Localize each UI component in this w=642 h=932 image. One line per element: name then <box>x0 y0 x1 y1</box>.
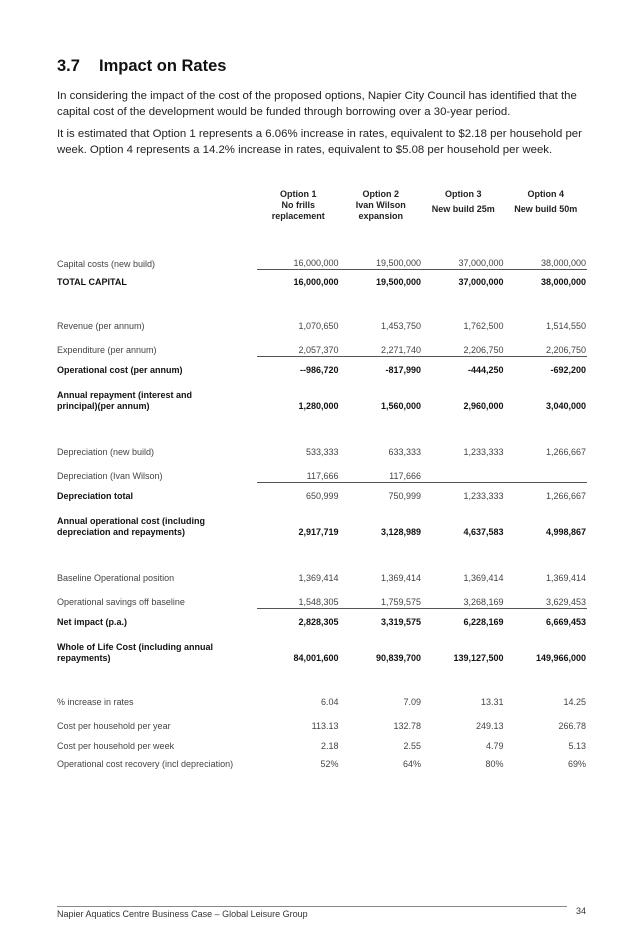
cell-option-1: 650,999 <box>305 491 339 501</box>
spacer <box>57 376 587 390</box>
table-row <box>57 482 587 502</box>
table-row <box>57 642 587 664</box>
cell-option-2: 19,500,000 <box>340 251 423 270</box>
estimate-paragraph: It is estimated that Option 1 represents a 6.06% increase in rates, equivalent to $2.18 per household per week. Option 4 represents a 14.2% increase in rates, equivalent to $5.08 per household per week. <box>57 128 582 156</box>
table-row <box>57 516 587 538</box>
row-label: Depreciation total <box>57 491 134 501</box>
cell-option-4: 38,000,000 <box>505 251 588 270</box>
cell-option-2: 1,369,414 <box>380 573 421 583</box>
table-row <box>57 390 587 412</box>
cell-option-4: 3,629,453 <box>505 584 588 608</box>
row-label: Annual repayment (interest and principal)(per annum) <box>57 390 193 411</box>
row-label: % increase in rates <box>57 697 134 707</box>
column-subtitle: No frills replacement <box>271 200 325 221</box>
cell-option-1: 52% <box>320 759 339 769</box>
rates-impact-table <box>57 189 587 770</box>
cell-option-4: -692,200 <box>550 365 586 375</box>
cell-option-4: 6,669,453 <box>545 617 586 627</box>
cell-option-4: 14.25 <box>563 697 586 707</box>
spacer <box>57 664 587 690</box>
cell-option-4: 5.13 <box>568 741 586 751</box>
row-label: Cost per household per week <box>57 741 175 751</box>
cell-option-4 <box>505 458 588 482</box>
cell-option-3: 1,369,414 <box>463 573 504 583</box>
cell-option-3: 1,762,500 <box>463 321 504 331</box>
cell-option-2: 19,500,000 <box>375 277 421 287</box>
table-row <box>57 566 587 584</box>
table-row <box>57 251 587 270</box>
cell-option-3 <box>422 458 505 482</box>
cell-option-4: 69% <box>567 759 586 769</box>
cell-option-3: 3,268,169 <box>422 584 505 608</box>
cell-option-1: 2,828,305 <box>298 617 339 627</box>
cell-option-3: 37,000,000 <box>458 277 504 287</box>
cell-option-2: 117,666 <box>340 458 423 482</box>
cell-option-1: 16,000,000 <box>293 277 339 287</box>
spacer <box>57 538 587 566</box>
column-title: Option 3 <box>445 189 482 199</box>
cell-option-4: 2,206,750 <box>505 332 588 356</box>
cell-option-1: 1,369,414 <box>298 573 339 583</box>
column-subtitle: Ivan Wilson expansion <box>355 200 406 221</box>
column-title: Option 2 <box>362 189 399 199</box>
section-heading <box>57 57 226 76</box>
cell-option-2: 7.09 <box>403 697 421 707</box>
row-label: TOTAL CAPITAL <box>57 277 127 287</box>
cell-option-1: 84,001,600 <box>293 653 339 663</box>
cell-option-2: 1,560,000 <box>380 401 421 411</box>
cell-option-3: 139,127,500 <box>453 653 504 663</box>
cell-option-4: 38,000,000 <box>540 277 586 287</box>
cell-option-1: 1,548,305 <box>257 584 340 608</box>
cell-option-3: -444,250 <box>467 365 504 375</box>
cell-option-4: 1,266,667 <box>545 447 586 457</box>
table-row <box>57 708 587 732</box>
cell-option-3: 4,637,583 <box>463 527 504 537</box>
spacer <box>57 628 587 642</box>
cell-option-1: 6.04 <box>320 697 339 707</box>
cell-option-2: 90,839,700 <box>375 653 421 663</box>
cell-option-3: 2,960,000 <box>463 401 504 411</box>
cell-option-2: 3,128,989 <box>380 527 421 537</box>
rates-impact-table-wrapper <box>57 189 587 770</box>
cell-option-2: 1,453,750 <box>380 321 421 331</box>
table-row <box>57 608 587 628</box>
row-label: Expenditure (per annum) <box>57 345 157 355</box>
row-label: Cost per household per year <box>57 721 171 731</box>
row-label: Depreciation (Ivan Wilson) <box>57 471 163 481</box>
cell-option-1: 2.18 <box>320 741 339 751</box>
page-number: 34 <box>576 906 587 916</box>
cell-option-3: 1,233,333 <box>463 447 504 457</box>
row-label: Operational savings off baseline <box>57 597 185 607</box>
cell-option-1: 2,917,719 <box>298 527 339 537</box>
cell-option-3: 80% <box>485 759 504 769</box>
column-header-option-2 <box>340 189 423 235</box>
cell-option-4: 1,266,667 <box>545 491 586 501</box>
cell-option-2: 1,759,575 <box>340 584 423 608</box>
cell-option-4: 3,040,000 <box>545 401 586 411</box>
row-label: Operational cost recovery (incl depreciation) <box>57 759 234 769</box>
table-row <box>57 458 587 482</box>
row-label: Operational cost (per annum) <box>57 365 183 375</box>
cell-option-2: 633,333 <box>388 447 421 457</box>
cell-option-3: 6,228,169 <box>463 617 504 627</box>
cell-option-2: 64% <box>402 759 421 769</box>
cell-option-2: -817,990 <box>385 365 421 375</box>
cell-option-3: 2,206,750 <box>422 332 505 356</box>
table-row <box>57 732 587 752</box>
cell-option-1: 117,666 <box>257 458 340 482</box>
cell-option-4: 149,966,000 <box>535 653 586 663</box>
row-label: Revenue (per annum) <box>57 321 145 331</box>
cell-option-1: 533,333 <box>305 447 339 457</box>
cell-option-1: 113.13 <box>311 721 339 731</box>
cell-option-1: 1,070,650 <box>298 321 339 331</box>
spacer <box>57 502 587 516</box>
cell-option-2: 750,999 <box>388 491 421 501</box>
row-label: Baseline Operational position <box>57 573 175 583</box>
cell-option-3: 1,233,333 <box>463 491 504 501</box>
cell-option-3: 249.13 <box>475 721 504 731</box>
row-label: Whole of Life Cost (including annual repayments) <box>57 642 213 663</box>
row-label: Net impact (p.a.) <box>57 617 128 627</box>
table-row <box>57 356 587 376</box>
table-row <box>57 332 587 356</box>
footer-divider <box>57 906 567 907</box>
intro-paragraph: In considering the impact of the cost of the proposed options, Napier City Council has identified that the capital cost of the development would be funded through borrowing over a 30-year period. <box>57 90 577 118</box>
table-row <box>57 440 587 458</box>
section-number: 3.7 <box>57 57 80 75</box>
cell-option-2: 2.55 <box>403 741 421 751</box>
column-header-option-3 <box>422 189 505 235</box>
column-subtitle: New build 25m <box>431 204 495 214</box>
table-row <box>57 270 587 289</box>
column-title: Option 4 <box>527 189 564 199</box>
spacer <box>57 235 587 251</box>
column-subtitle: New build 50m <box>514 204 578 214</box>
cell-option-1: 16,000,000 <box>257 251 340 270</box>
column-header-option-1 <box>257 189 340 235</box>
cell-option-2: 2,271,740 <box>340 332 423 356</box>
cell-option-2: 132.78 <box>393 721 421 731</box>
table-row <box>57 752 587 770</box>
cell-option-3: 37,000,000 <box>422 251 505 270</box>
cell-option-4: 1,369,414 <box>545 573 586 583</box>
cell-option-1: 2,057,370 <box>257 332 340 356</box>
row-label: Capital costs (new build) <box>57 258 156 269</box>
cell-option-1: 1,280,000 <box>298 401 339 411</box>
cell-option-3: 13.31 <box>480 697 504 707</box>
row-label: Depreciation (new build) <box>57 447 155 457</box>
spacer <box>57 288 587 314</box>
table-row <box>57 314 587 332</box>
spacer <box>57 412 587 440</box>
row-label: Annual operational cost (including depreciation and repayments) <box>57 516 206 537</box>
table-row <box>57 584 587 608</box>
table-header-blank <box>57 189 257 235</box>
column-title: Option 1 <box>280 189 317 199</box>
cell-option-1: --986,720 <box>299 365 339 375</box>
cell-option-3: 4.79 <box>485 741 504 751</box>
cell-option-4: 266.78 <box>558 721 586 731</box>
footer-text: Napier Aquatics Centre Business Case – Global Leisure Group <box>57 909 308 919</box>
column-header-option-4 <box>505 189 588 235</box>
cell-option-2: 3,319,575 <box>380 617 421 627</box>
table-row <box>57 690 587 708</box>
cell-option-4: 1,514,550 <box>545 321 586 331</box>
section-title: Impact on Rates <box>99 57 227 75</box>
cell-option-4: 4,998,867 <box>545 527 586 537</box>
